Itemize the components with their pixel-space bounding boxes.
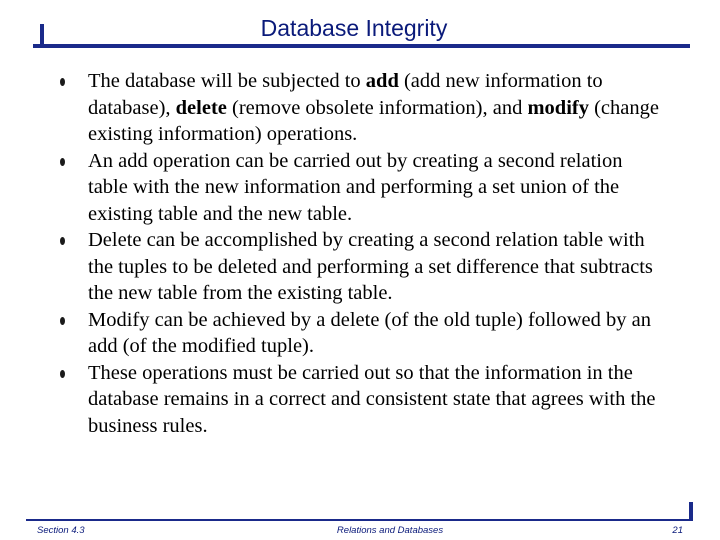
bullet-dot-icon [60,317,65,325]
bullet-item [50,148,662,228]
bullet-item [50,360,662,440]
bullet-dot-icon [60,370,65,378]
bullet-keyword: delete [175,96,227,119]
bullet-keyword: modify [527,96,589,119]
bullet-list [50,68,662,439]
footer-section-label: Section 4.3 [37,525,85,536]
bullet-dot-icon [60,237,65,245]
bullet-keyword: add [365,70,399,92]
footer-page-number: 21 [672,525,683,536]
slide-title: Database Integrity [260,15,448,41]
bullet-text: Delete can be accomplished by creating a second relation table with the tuples to be deleted and performing a set difference that subtracts the new table from the existing table. [88,229,653,304]
bullet-dot-icon [60,158,65,166]
bullet-dot-icon [60,78,65,86]
bullet-item [50,307,662,360]
footer-rule [26,519,693,521]
bullet-text: (add new information to database), [88,70,603,119]
bullet-item [50,227,662,307]
bullet-item [50,68,662,148]
title-underline-rule [33,44,690,48]
bullet-text: These operations must be carried out so that the information in the database remains in a correct and consistent state that agrees with the business rules. [88,361,656,437]
footer-course-title: Relations and Databases [336,525,444,536]
bullet-text: An add operation can be carried out by creating a second relation table with the new information and performing a set union of the existing table and the new table. [88,149,623,225]
bullet-text: The database will be subjected to [88,70,366,92]
bullet-text: Modify can be achieved by a delete (of the old tuple) followed by an add (of the modified tuple). [88,308,651,357]
bullet-text: (change existing information) operations. [88,96,659,145]
bullet-text: (remove obsolete information), and [226,96,528,119]
